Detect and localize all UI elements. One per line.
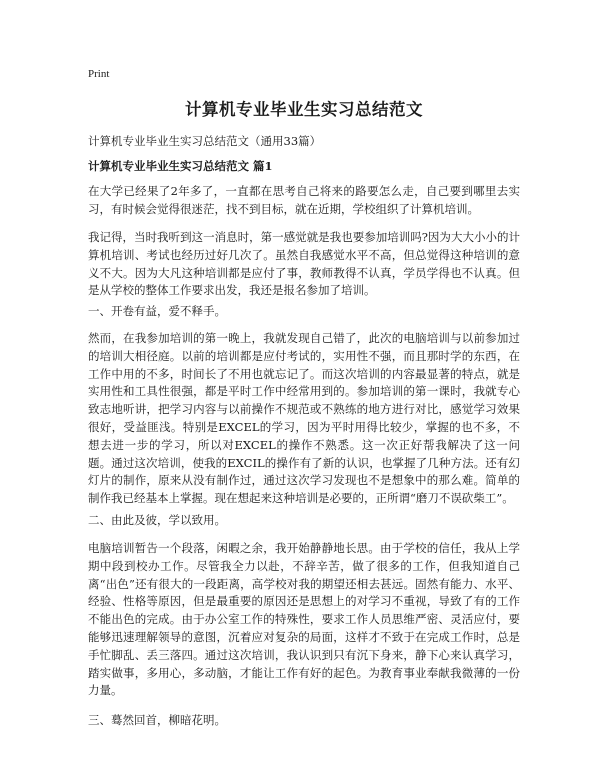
document-subtitle: 计算机专业毕业生实习总结范文（通用33篇） [88, 134, 322, 148]
paragraph-part-one: 然而，在我参加培训的第一晚上，我就发现自己错了，此次的电脑培训与以前参加过的培训大相径庭。以前的培训都是应付考试的，实用性不强，而且那时学的东西，在工作中用的不多，时间长了不用也就忘记了。而这次培训的内容最显著的特点，就是实用性和工具性很强，都是平时工作中经常用到的。参加培训的第一课时，我就专心致志地听讲，把学习内容与以前操作不规范或不熟练的地方进行对比，感觉学习效果很好，受益匪浅。特别是EXCEL的学习，因为平时用得比较少，掌握的也不多，不想去进一步的学习，所以对EXCEL的操作不熟悉。这一次正好帮我解决了这一问题。通过这次培训，使我的EXCIL的操作有了新的认识，也掌握了几种方法。还有幻灯片的制作，原来从没有制作过，通过这次学习发现也不是想象中的那么难。简单的制作我已经基本上掌握。现在想起来这种培训是必要的，正所谓“磨刀不误砍柴工”。 [88, 331, 520, 506]
paragraph-part-two: 电脑培训暂告一个段落，闲暇之余，我开始静静地长思。由于学校的信任，我从上学期中段到校办工作。尽管我全力以赴，不辞辛苦，做了很多的工作，但我知道自己离“出色”还有很大的一段距离，高学校对我的期望还相去甚远。固然有能力、水平、经验、性格等原因，但是最重要的原因还是思想上的对学习不重视，导致了有的工作不能出色的完成。由于办公室工作的特殊性，要求工作人员思维严密、灵活应付，要能够迅速理解领导的意图，沉着应对复杂的局面，这样才不致于在完成工作时，总是手忙脚乱、丢三落四。通过这次培训，我认识到只有沉下身来，静下心来认真学习，踏实做事，多用心，多动脑，才能让工作有好的起色。为教育事业奉献我微薄的一份力量。 [88, 541, 520, 698]
paragraph-intro: 在大学已经果了2年多了，一直都在思考自己将来的路要怎么走，自己要到哪里去实习，有时候会觉得很迷茫，找不到目标，就在近期，学校组织了计算机培训。 [88, 184, 520, 216]
heading-part-one: 一、开卷有益，爱不释手。 [88, 304, 226, 318]
heading-part-two: 二、由此及彼，学以致用。 [88, 513, 226, 527]
print-link[interactable]: Print [88, 68, 110, 80]
heading-part-three: 三、蓦然回首，柳暗花明。 [88, 713, 226, 727]
section-heading: 计算机专业毕业生实习总结范文 篇1 [88, 159, 273, 173]
paragraph-memory: 我记得，当时我听到这一消息时，第一感觉就是我也要参加培训吗?因为大大小小的计算机培训、考试也经历过好几次了。虽然自我感觉水平不高，但总觉得这种培训的意义不大。因为大凡这种培训都是应付了事，教师教得不认真，学员学得也不认真。但是从学校的整体工作要求出发，我还是报名参加了培训。 [88, 230, 520, 298]
page-title: 计算机专业毕业生实习总结范文 [185, 100, 423, 119]
